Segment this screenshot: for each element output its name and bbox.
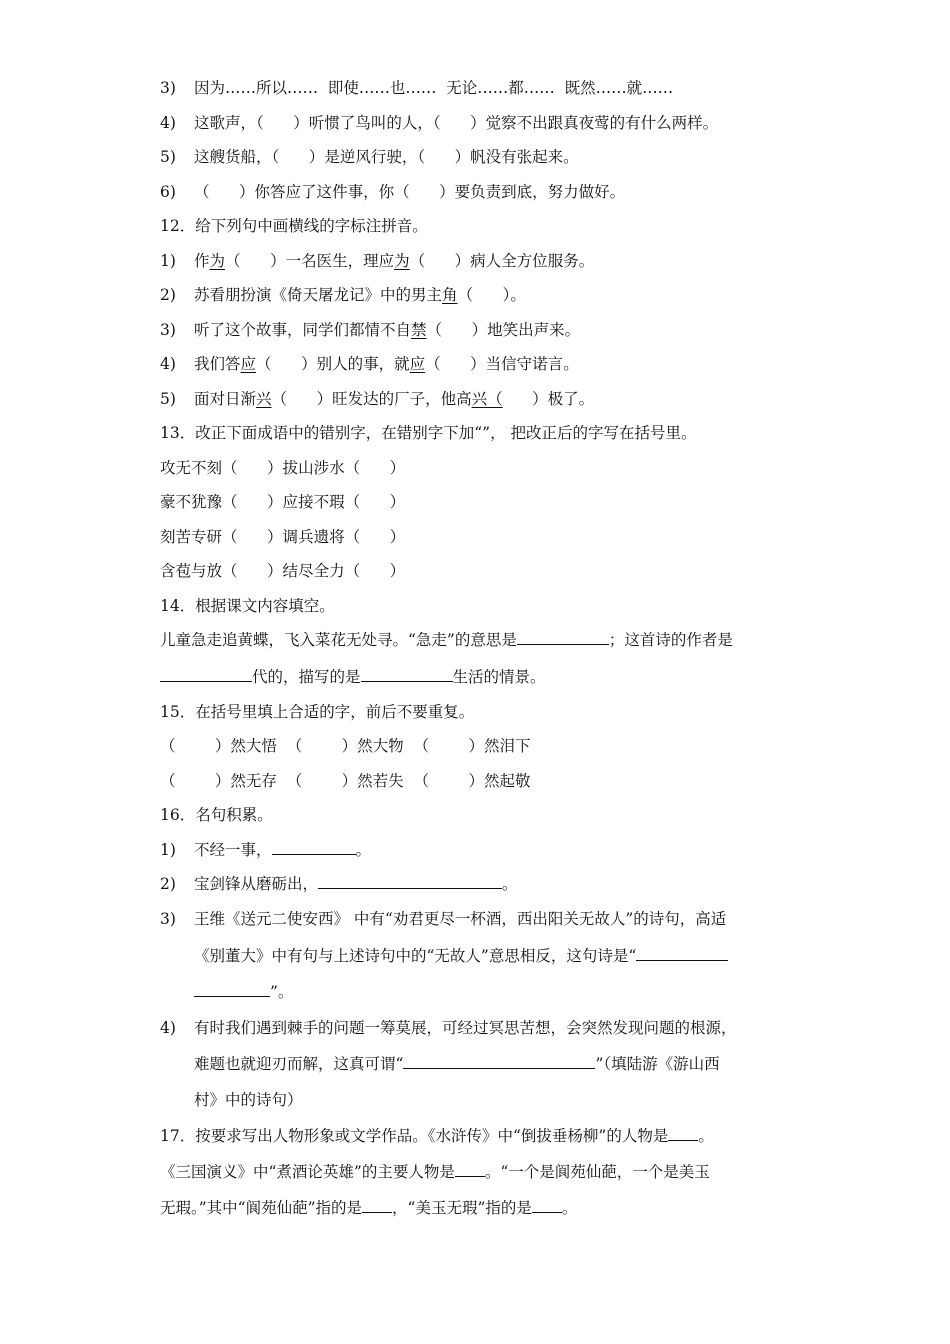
underlined-char: 应 — [240, 355, 257, 373]
answer-blank[interactable] — [455, 1162, 485, 1177]
q11-item-5: 5) 这艘货船，（ ）是逆风行驶，（ ）帆没有张起来。 — [160, 148, 579, 166]
q13-row: 攻无不刻（ ）拔山涉水（ ） — [160, 459, 406, 477]
answer-blank[interactable] — [532, 1198, 562, 1213]
answer-blank[interactable] — [517, 630, 609, 645]
q16-item-1: 1) 不经一事， 。 — [160, 841, 372, 859]
underlined-char: 角 — [442, 286, 458, 304]
q12-item-1: 1) 作为（ ）一名医生，理应为（ ）病人全方位服务。 — [160, 252, 595, 270]
answer-blank[interactable] — [272, 840, 356, 855]
q16-item-4-line-2: 难题也就迎刃而解，这真可谓“ ”（填陆游《游山西 — [194, 1055, 720, 1073]
underlined-char: 兴（ — [471, 390, 503, 408]
q14-line-1: 儿童急走追黄蝶，飞入菜花无处寻。“急走”的意思是 ；这首诗的作者是 — [160, 631, 733, 649]
answer-blank[interactable] — [194, 982, 270, 997]
q11-item-3: 3) 因为……所以…… 即使……也…… 无论……都…… 既然……就…… — [160, 79, 674, 97]
q16-title: 16．名句积累。 — [160, 806, 273, 824]
q13-row: 豪不犹豫（ ）应接不瑕（ ） — [160, 493, 406, 511]
answer-blank[interactable] — [636, 946, 728, 961]
q12-title: 12．给下列句中画横线的字标注拼音。 — [160, 217, 428, 235]
answer-blank[interactable] — [318, 874, 502, 889]
q16-item-3-line-3: ”。 — [194, 982, 293, 1002]
q12-item-2: 2) 苏看朋扮演《倚天屠龙记》中的男主角（ ）。 — [160, 286, 526, 304]
underlined-char: 兴 — [256, 390, 272, 408]
q15-title: 15．在括号里填上合适的字，前后不要重复。 — [160, 703, 475, 721]
q16-item-3-line-2: 《别董大》中有句与上述诗句中的“无故人”意思相反，这句诗是“ — [194, 946, 728, 966]
underlined-char: 为 — [394, 252, 410, 270]
q13-title: 13．改正下面成语中的错别字，在错别字下加“”， 把改正后的字写在括号里。 — [160, 424, 697, 442]
q16-item-4: 4) 有时我们遇到棘手的问题一筹莫展，可经过冥思苦想，会突然发现问题的根源， — [160, 1019, 737, 1037]
q17-line-2: 《三国演义》中“煮酒论英雄”的主要人物是 。“一个是阆苑仙葩，一个是美玉 — [160, 1163, 710, 1181]
q12-item-3: 3) 听了这个故事，同学们都情不自禁（ ）地笑出声来。 — [160, 321, 581, 339]
q17-line-1: 17．按要求写出人物形象或文学作品。《水浒传》中“倒拔垂杨柳”的人物是 。 — [160, 1127, 714, 1145]
q16-item-4-line-3: 村》中的诗句） — [194, 1091, 303, 1109]
q13-row: 刻苦专研（ ）调兵遗将（ ） — [160, 528, 406, 546]
q17-line-3: 无瑕。”其中“阆苑仙葩”指的是 ，“美玉无瑕”指的是 。 — [160, 1199, 578, 1217]
q13-row: 含苞与放（ ）结尽全力（ ） — [160, 562, 406, 580]
answer-blank[interactable] — [668, 1126, 698, 1141]
answer-blank[interactable] — [160, 667, 252, 682]
underlined-char: 禁 — [411, 321, 427, 339]
q16-item-2: 2) 宝剑锋从磨砺出， 。 — [160, 875, 518, 893]
underlined-char: 为 — [209, 252, 226, 270]
q11-item-4: 4) 这歌声，（ ）听惯了鸟叫的人，（ ）觉察不出跟真夜莺的有什么两样。 — [160, 114, 719, 132]
q11-item-6: 6) （ ）你答应了这件事，你（ ）要负责到底，努力做好。 — [160, 183, 626, 201]
q15-row: （ ）然无存 （ ）然若失 （ ）然起敬 — [160, 772, 531, 790]
q12-item-5: 5) 面对日渐兴（ ）旺发达的厂子，他高兴（ ）极了。 — [160, 390, 595, 408]
answer-blank[interactable] — [361, 667, 453, 682]
q12-item-4: 4) 我们答应（ ）别人的事，就应（ ）当信守诺言。 — [160, 355, 579, 373]
answer-blank[interactable] — [362, 1198, 392, 1213]
q16-item-3: 3) 王维《送元二使安西》 中有“劝君更尽一杯酒，西出阳关无故人”的诗句，高适 — [160, 910, 727, 928]
q14-line-2: 代的，描写的是 生活的情景。 — [160, 667, 546, 687]
q14-title: 14．根据课文内容填空。 — [160, 597, 335, 615]
answer-blank[interactable] — [403, 1054, 595, 1069]
q15-row: （ ）然大悟 （ ）然大物 （ ）然泪下 — [160, 737, 531, 755]
underlined-char: 应 — [409, 355, 426, 373]
